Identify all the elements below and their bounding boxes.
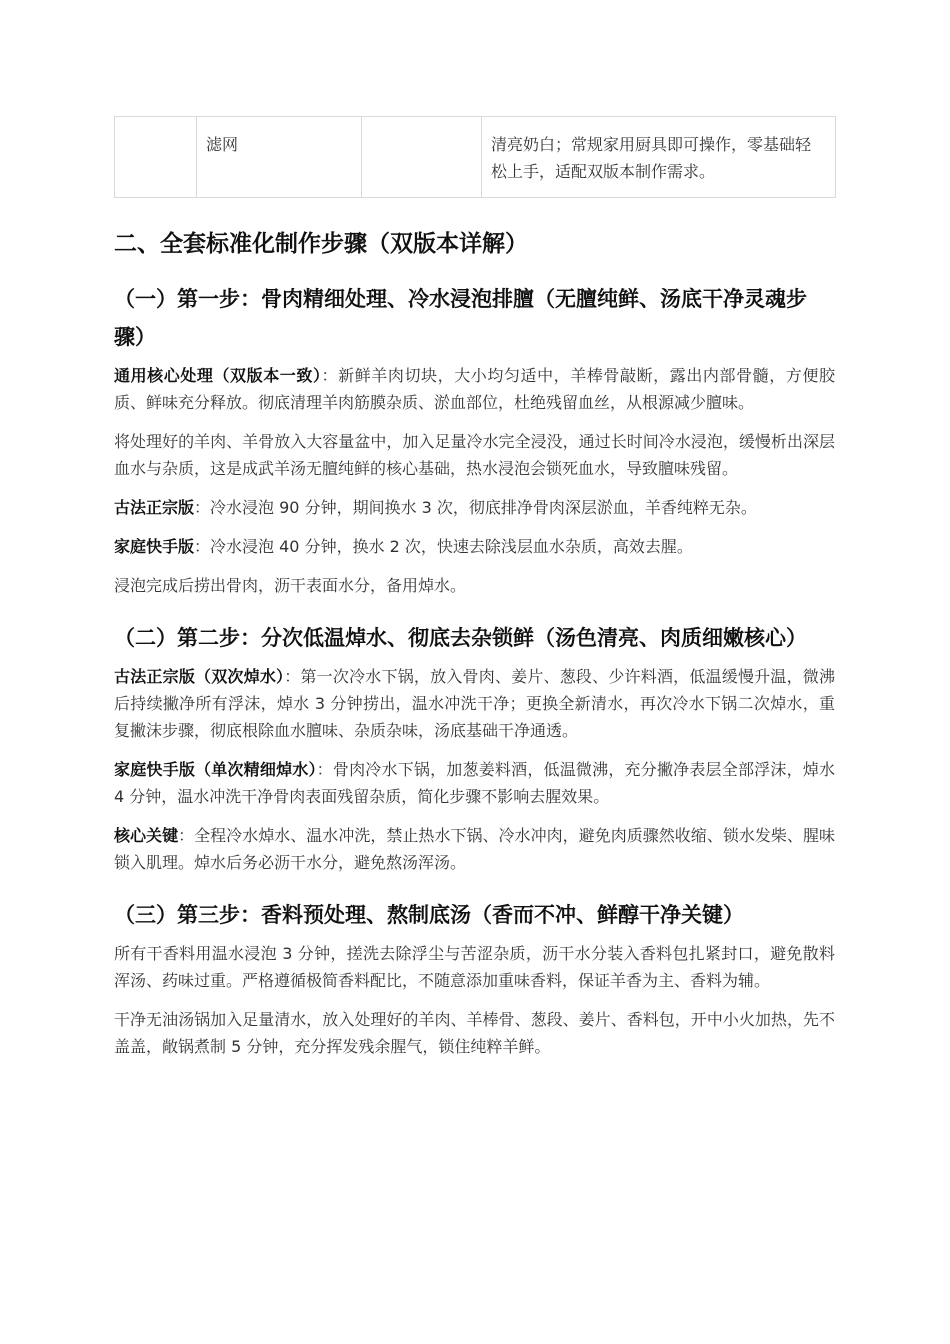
paragraph [114, 494, 835, 521]
label-separator: ： [321, 366, 339, 385]
paragraph-text: 干净无油汤锅加入足量清水，放入处理好的羊肉、羊棒骨、葱段、姜片、香料包，开中小火加热，先不盖盖，敞锅煮制 5 分钟，充分挥发残余腥气，锁住纯粹羊鲜。 [114, 1010, 835, 1056]
paragraph-label: 家庭快手版 [114, 537, 195, 556]
paragraph [114, 1006, 835, 1060]
paragraph-text: 冷水浸泡 90 分钟，期间换水 3 次，彻底排净骨肉深层淤血，羊香纯粹无杂。 [210, 498, 757, 517]
table-cell-tool: 滤网 [197, 117, 362, 198]
paragraph-text: 将处理好的羊肉、羊骨放入大容量盆中，加入足量冷水完全浸没，通过长时间冷水浸泡，缓慢析出深层血水与杂质，这是成武羊汤无膻纯鲜的核心基础，热水浸泡会锁死血水，导致膻味残留。 [114, 432, 835, 478]
paragraph-label: 核心关键 [114, 826, 179, 845]
paragraph-text: 新鲜羊肉切块，大小均匀适中，羊棒骨敲断，露出内部骨髓，方便胶质、鲜味充分释放。彻底清理羊肉筋膜杂质、淤血部位，杜绝残留血丝，从根源减少膻味。 [114, 366, 835, 412]
paragraph-text: 浸泡完成后捞出骨肉，沥干表面水分，备用焯水。 [114, 576, 467, 595]
paragraph [114, 572, 835, 599]
paragraph [114, 362, 835, 416]
step-2-title: （二）第二步：分次低温焯水、彻底去杂锁鲜（汤色清亮、肉质细嫩核心） [114, 626, 807, 650]
step-3-title: （三）第三步：香料预处理、熬制底汤（香而不冲、鲜醇干净关键） [114, 903, 744, 927]
paragraph-label: 通用核心处理（双版本一致） [114, 366, 322, 385]
label-separator: ： [194, 498, 211, 517]
paragraph [114, 428, 835, 482]
paragraph [114, 822, 835, 876]
materials-table [114, 116, 836, 198]
label-separator: ： [316, 760, 333, 779]
step-1-title: （一）第一步：骨肉精细处理、冷水浸泡排膻（无膻纯鲜、汤底干净灵魂步骤） [114, 287, 807, 349]
paragraph-label: 古法正宗版（双次焯水） [114, 667, 285, 686]
section-title: 二、全套标准化制作步骤（双版本详解） [114, 231, 528, 257]
paragraph-label: 古法正宗版 [114, 498, 195, 517]
paragraph-text: 所有干香料用温水浸泡 3 分钟，搓洗去除浮尘与苦涩杂质，沥干水分装入香料包扎紧封口，避免散料浑汤、药味过重。严格遵循极简香料配比，不随意添加重味香料，保证羊香为主、香料为辅。 [114, 944, 835, 990]
paragraph-text: 全程冷水焯水、温水冲洗，禁止热水下锅、冷水冲肉，避免肉质骤然收缩、锁水发柴、腥味锁入肌理。焯水后务必沥干水分，避免熬汤浑汤。 [114, 826, 835, 872]
label-separator: ： [284, 667, 301, 686]
paragraph [114, 663, 835, 744]
table-cell-notes: 清亮奶白；常规家用厨具即可操作，零基础轻松上手，适配双版本制作需求。 [482, 117, 836, 198]
paragraph [114, 756, 835, 810]
table-cell [362, 117, 482, 198]
paragraph-text: 骨肉冷水下锅，加葱姜料酒，低温微沸，充分撇净表层全部浮沫，焯水 4 分钟，温水冲洗干净骨肉表面残留杂质，简化步骤不影响去腥效果。 [114, 760, 835, 806]
label-separator: ： [178, 826, 195, 845]
paragraph-text: 冷水浸泡 40 分钟，换水 2 次，快速去除浅层血水杂质，高效去腥。 [210, 537, 693, 556]
label-separator: ： [194, 537, 211, 556]
table-cell [115, 117, 197, 198]
table-row [115, 117, 836, 198]
paragraph [114, 533, 835, 560]
document-page [114, 116, 835, 1060]
paragraph-label: 家庭快手版（单次精细焯水） [114, 760, 317, 779]
paragraph [114, 940, 835, 994]
paragraph-text: 第一次冷水下锅，放入骨肉、姜片、葱段、少许料酒，低温缓慢升温，微沸后持续撇净所有浮沫，焯水 3 分钟捞出，温水冲洗干净；更换全新清水，再次冷水下锅二次焯水，重复撇沫步骤，彻底根除血水膻味、杂质杂味，汤底基础干净通透。 [114, 667, 835, 740]
